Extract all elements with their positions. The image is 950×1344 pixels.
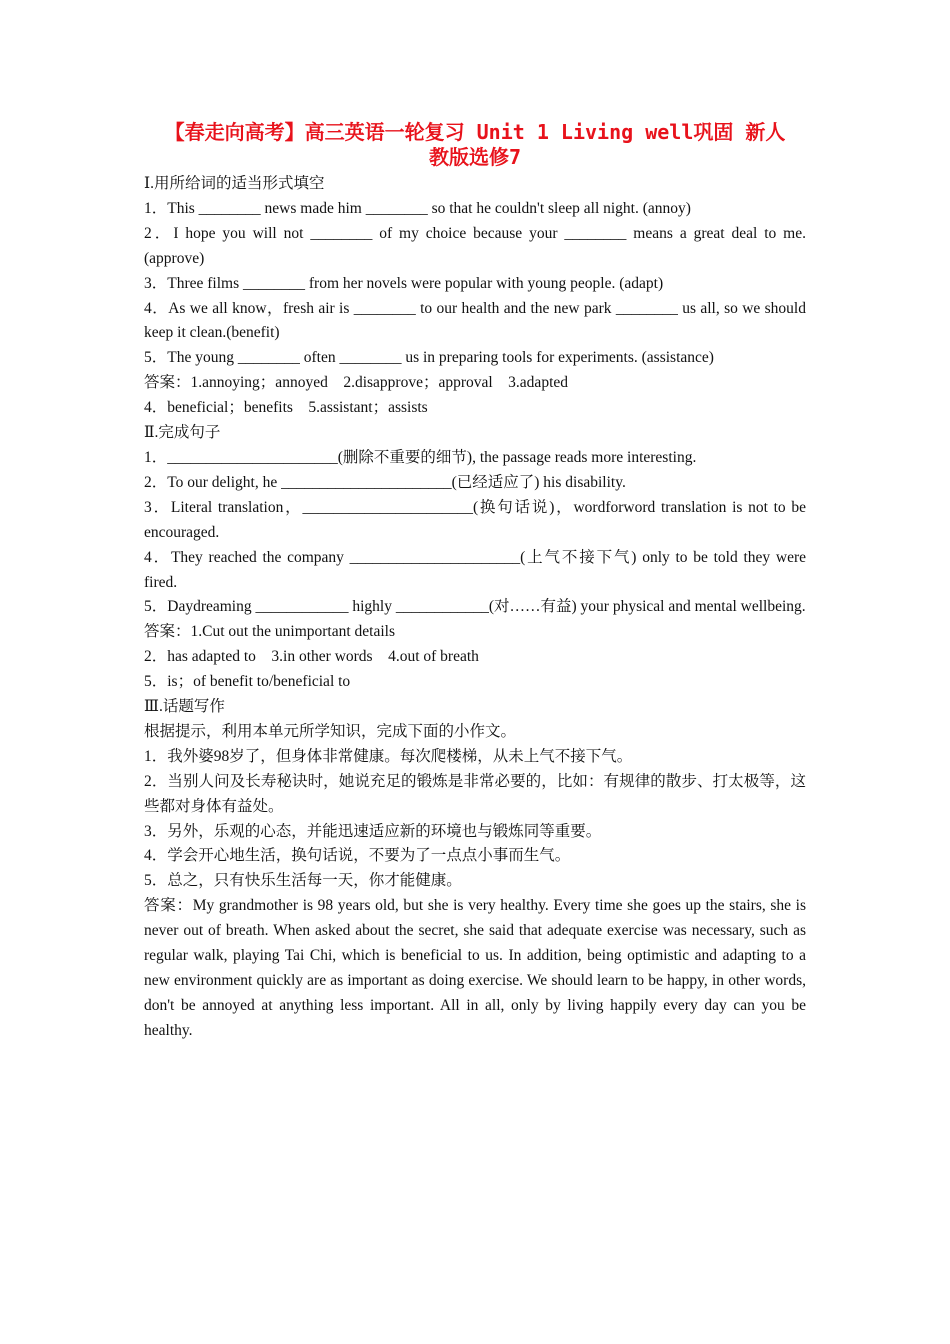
- answer-line: 答案：1.annoying；annoyed 2.disapprove；approval 3.adapted: [144, 374, 569, 392]
- document-page: [144, 120, 806, 1044]
- exercise-item: 5．Daydreaming ____________ highly ____________(对……有益) your physical and mental wellbeing.: [144, 598, 806, 616]
- model-essay-answer: 答案：My grandmother is 98 years old, but she is very healthy. Every time she goes up the stairs, she is never out of breath. When asked about the secret, she said that adequate exercise was necessary, such as regular walk, playing Tai Chi, which is beneficial to us. In addition, being optimistic and adapting to a new environment quickly are as important as doing exercise. We should learn to be happy, in other words, don't be annoyed at anything less important. All in all, only by living happily every day can you be healthy.: [144, 897, 806, 1039]
- section-1-heading: Ⅰ.用所给词的适当形式填空: [144, 175, 325, 192]
- writing-prompt: 3．另外，乐观的心态，并能迅速适应新的环境也与锻炼同等重要。: [144, 822, 602, 840]
- writing-intro: 根据提示，利用本单元所学知识，完成下面的小作文。: [144, 722, 517, 740]
- answer-line: 答案：1.Cut out the unimportant details: [144, 623, 395, 641]
- exercise-item: 1．______________________(删除不重要的细节), the passage reads more interesting.: [144, 448, 697, 466]
- writing-prompt: 4．学会开心地生活，换句话说，不要为了一点点小事而生气。: [144, 847, 571, 865]
- exercise-item: 4．They reached the company ______________________(上气不接下气) only to be told they were fired.: [144, 548, 806, 591]
- exercise-item: 3．Literal translation，______________________(换句话说)，wordforword translation is not to be encouraged.: [144, 498, 806, 541]
- section-3-heading: Ⅲ.话题写作: [144, 698, 225, 716]
- writing-prompt: 2．当别人问及长寿秘诀时，她说充足的锻炼是非常必要的，比如：有规律的散步、打太极等，这些都对身体有益处。: [144, 772, 806, 815]
- exercise-item: 2．To our delight, he ______________________(已经适应了) his disability.: [144, 473, 626, 491]
- answer-line: 4．beneficial；benefits 5.assistant；assists: [144, 399, 428, 417]
- title-line-1: 【春走向高考】高三英语一轮复习 Unit 1 Living well巩固 新人: [164, 120, 786, 144]
- document-title: [144, 120, 806, 170]
- writing-prompt: 1．我外婆98岁了，但身体非常健康。每次爬楼梯，从未上气不接下气。: [144, 747, 633, 765]
- exercise-item: 3．Three films ________ from her novels were popular with young people. (adapt): [144, 274, 664, 292]
- writing-prompt: 5．总之，只有快乐生活每一天，你才能健康。: [144, 872, 462, 890]
- title-line-2: 教版选修7: [428, 145, 522, 169]
- answer-line: 2．has adapted to 3.in other words 4.out of breath: [144, 648, 479, 666]
- exercise-item: 4．As we all know，fresh air is ________ to our health and the new park ________ us all, so we should keep it clean.(benefit): [144, 299, 806, 342]
- section-2-heading: Ⅱ.完成句子: [144, 424, 221, 442]
- exercise-item: 5．The young ________ often ________ us in preparing tools for experiments. (assistance): [144, 349, 714, 367]
- answer-line: 5．is；of benefit to/beneficial to: [144, 673, 351, 691]
- exercise-item: 2．I hope you will not ________ of my choice because your ________ means a great deal to me. (approve): [144, 224, 806, 267]
- exercise-item: 1．This ________ news made him ________ so that he couldn't sleep all night. (annoy): [144, 199, 691, 217]
